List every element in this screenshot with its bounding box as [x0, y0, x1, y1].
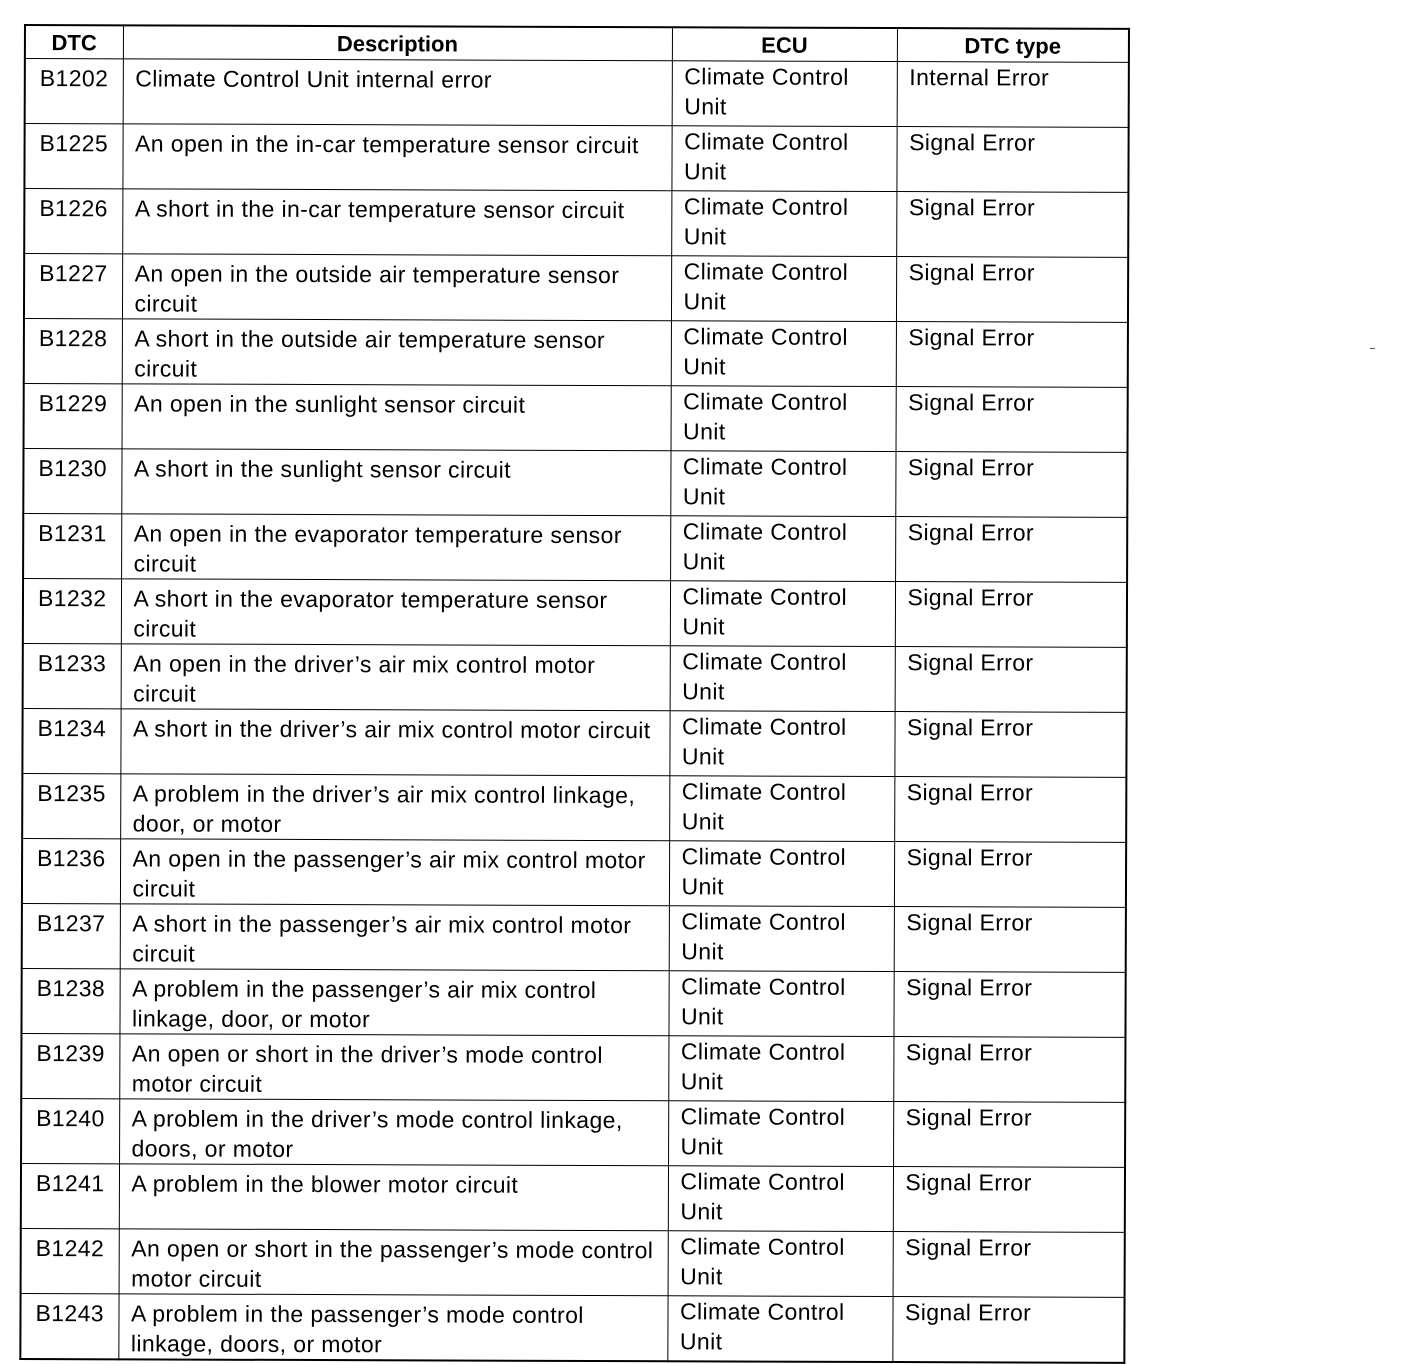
dtc-code: B1228 — [24, 319, 122, 384]
dtc-code: B1240 — [21, 1098, 119, 1163]
dtc-ecu: Climate Control Unit — [671, 126, 896, 192]
dtc-code: B1231 — [23, 514, 121, 579]
table-header — [25, 25, 1129, 62]
dtc-code: B1242 — [21, 1228, 119, 1293]
dtc-ecu: Climate Control Unit — [668, 1231, 893, 1297]
dtc-type: Signal Error — [895, 582, 1127, 648]
table-row — [21, 1228, 1125, 1297]
dtc-code: B1229 — [24, 384, 122, 449]
table-row — [21, 1033, 1125, 1102]
dtc-table — [19, 24, 1130, 1364]
dtc-code: B1202 — [25, 59, 123, 124]
dtc-description: An open in the sunlight sensor circuit — [122, 384, 671, 451]
dtc-code: B1232 — [23, 579, 121, 644]
header-dtc: DTC — [25, 25, 123, 59]
table-row — [25, 59, 1129, 128]
dtc-ecu: Climate Control Unit — [671, 256, 896, 322]
dtc-ecu: Climate Control Unit — [670, 516, 895, 582]
dtc-code: B1227 — [24, 254, 122, 319]
dtc-type: Signal Error — [894, 712, 1126, 778]
dtc-ecu: Climate Control Unit — [668, 1101, 893, 1167]
dtc-type: Signal Error — [895, 517, 1127, 583]
dtc-description: A problem in the driver’s mode control linkage, doors, or motor — [119, 1099, 668, 1166]
dtc-description: A problem in the passenger’s mode control linkage, doors, or motor — [118, 1294, 667, 1361]
table-row — [22, 903, 1126, 972]
dtc-type: Signal Error — [893, 972, 1125, 1038]
dtc-type: Signal Error — [894, 907, 1126, 973]
table-row — [23, 514, 1127, 583]
dtc-description: An open in the in-car temperature sensor circuit — [122, 124, 671, 191]
dtc-description: An open in the driver’s air mix control motor circuit — [121, 644, 670, 711]
dtc-ecu: Climate Control Unit — [668, 1036, 893, 1102]
dtc-type: Internal Error — [897, 62, 1129, 128]
table-row — [24, 319, 1128, 388]
dtc-code: B1233 — [23, 643, 121, 708]
dtc-code: B1241 — [21, 1163, 119, 1228]
dtc-ecu: Climate Control Unit — [672, 61, 897, 127]
dtc-type: Signal Error — [893, 1232, 1125, 1298]
table-row — [24, 189, 1128, 258]
dtc-ecu: Climate Control Unit — [669, 711, 894, 777]
header-dtc-type: DTC type — [897, 28, 1129, 62]
dtc-ecu: Climate Control Unit — [669, 906, 894, 972]
dtc-type: Signal Error — [894, 777, 1126, 843]
dtc-type: Signal Error — [896, 127, 1128, 193]
scan-speck — [1370, 348, 1375, 349]
table-row — [23, 579, 1127, 648]
dtc-description: A problem in the blower motor circuit — [119, 1164, 668, 1231]
header-description: Description — [123, 25, 672, 60]
table-row — [24, 254, 1128, 323]
dtc-code: B1226 — [24, 189, 122, 254]
dtc-type: Signal Error — [896, 192, 1128, 258]
dtc-description: A short in the evaporator temperature sensor circuit — [121, 579, 670, 646]
dtc-ecu: Climate Control Unit — [669, 841, 894, 907]
table-body — [20, 59, 1129, 1363]
dtc-ecu: Climate Control Unit — [671, 191, 896, 257]
dtc-ecu: Climate Control Unit — [668, 1166, 893, 1232]
dtc-type: Signal Error — [896, 387, 1128, 453]
table-row — [22, 773, 1126, 842]
dtc-type: Signal Error — [893, 1167, 1125, 1233]
dtc-description: A problem in the passenger’s air mix control linkage, door, or motor — [119, 969, 668, 1036]
dtc-description: A short in the outside air temperature sensor circuit — [122, 319, 671, 386]
table-row — [21, 1163, 1125, 1232]
dtc-code: B1243 — [20, 1293, 118, 1359]
dtc-code: B1239 — [21, 1033, 119, 1098]
table-row — [20, 1293, 1124, 1362]
table-row — [23, 643, 1127, 712]
dtc-type: Signal Error — [896, 322, 1128, 388]
table-row — [22, 708, 1126, 777]
dtc-code: B1225 — [24, 124, 122, 189]
dtc-type: Signal Error — [895, 647, 1127, 713]
table-row — [21, 1098, 1125, 1167]
dtc-ecu: Climate Control Unit — [670, 646, 895, 712]
dtc-description: An open in the outside air temperature sensor circuit — [122, 254, 671, 321]
dtc-description: An open in the evaporator temperature sensor circuit — [121, 514, 670, 581]
dtc-type: Signal Error — [896, 257, 1128, 323]
dtc-code: B1235 — [22, 773, 120, 838]
dtc-type: Signal Error — [893, 1037, 1125, 1103]
dtc-type: Signal Error — [892, 1297, 1124, 1363]
dtc-code: B1230 — [23, 449, 121, 514]
table-row — [24, 384, 1128, 453]
dtc-ecu: Climate Control Unit — [669, 776, 894, 842]
dtc-description: A short in the sunlight sensor circuit — [121, 449, 670, 516]
dtc-description: A problem in the driver’s air mix control linkage, door, or motor — [120, 774, 669, 841]
table-row — [22, 838, 1126, 907]
dtc-description: An open or short in the passenger’s mode control motor circuit — [119, 1229, 668, 1296]
dtc-ecu: Climate Control Unit — [670, 451, 895, 517]
dtc-type: Signal Error — [893, 1102, 1125, 1168]
dtc-description: A short in the driver’s air mix control motor circuit — [120, 709, 669, 776]
table-row — [24, 124, 1128, 193]
table-row — [23, 449, 1127, 518]
dtc-description: An open in the passenger’s air mix control motor circuit — [120, 839, 669, 906]
dtc-ecu: Climate Control Unit — [667, 1296, 892, 1362]
dtc-type: Signal Error — [895, 452, 1127, 518]
header-row — [25, 25, 1129, 62]
dtc-description: A short in the in-car temperature sensor circuit — [122, 189, 671, 256]
header-ecu: ECU — [672, 27, 897, 61]
dtc-ecu: Climate Control Unit — [671, 386, 896, 452]
dtc-ecu: Climate Control Unit — [671, 321, 896, 387]
dtc-type: Signal Error — [894, 842, 1126, 908]
dtc-code: B1234 — [22, 708, 120, 773]
dtc-description: An open or short in the driver’s mode control motor circuit — [119, 1034, 668, 1101]
dtc-code: B1236 — [22, 838, 120, 903]
dtc-ecu: Climate Control Unit — [668, 971, 893, 1037]
dtc-code: B1237 — [22, 903, 120, 968]
table-row — [21, 968, 1125, 1037]
dtc-description: Climate Control Unit internal error — [123, 59, 672, 126]
dtc-description: A short in the passenger’s air mix control motor circuit — [120, 904, 669, 971]
dtc-code: B1238 — [21, 968, 119, 1033]
dtc-ecu: Climate Control Unit — [670, 581, 895, 647]
